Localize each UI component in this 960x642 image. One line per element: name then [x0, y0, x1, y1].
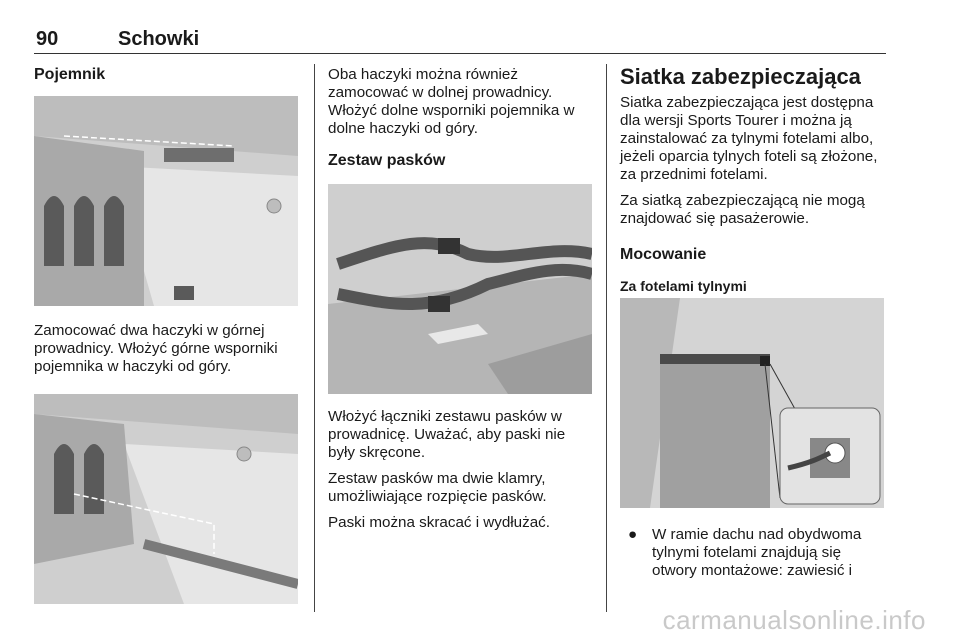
section-title: Schowki [118, 28, 200, 50]
column-divider-2 [606, 64, 607, 612]
safety-net-mount-figure [620, 298, 884, 508]
paragraph-safety-net-passengers: Za siatką zabezpieczającą nie mogą znajdować się pasażerowie. [620, 192, 865, 227]
container-upper-rail-figure [34, 96, 298, 306]
paragraph-lower-rail: Oba haczyki można również zamocować w dolnej prowadnicy. Włożyć dolne wsporniki pojemnika w dolne haczyki od góry. [328, 66, 575, 137]
paragraph-strap-adjust: Paski można skracać i wydłużać. [328, 514, 550, 531]
column-3 [620, 62, 888, 580]
container-lower-rail-figure [34, 394, 298, 604]
column-divider-1 [314, 64, 315, 612]
heading-mounting: Mocowanie [620, 246, 707, 263]
column-1 [34, 62, 300, 604]
strap-set-figure [328, 184, 592, 394]
heading-strap-set: Zestaw pasków [328, 152, 446, 169]
page-header [34, 28, 886, 54]
paragraph-strap-buckles: Zestaw pasków ma dwie klamry, umożliwiające rozpięcie pasków. [328, 470, 547, 505]
page-number: 90 [36, 28, 59, 50]
heading-pojemnik: Pojemnik [34, 66, 106, 83]
bullet-icon: ● [628, 526, 638, 543]
paragraph-safety-net-availability: Siatka zabezpieczająca jest dostępna dla wersji Sports Tourer i można ją zainstalować za tylnymi fotelami albo, jeżeli oparcia tylnych foteli są złożone, za przednimi fotelami. [620, 94, 878, 183]
heading-safety-net: Siatka zabezpieczająca [620, 64, 861, 89]
mounting-steps-list [620, 526, 888, 580]
paragraph-strap-insert: Włożyć łączniki zestawu pasków w prowadnicę. Uważać, aby paski nie były skręcone. [328, 408, 566, 461]
heading-behind-rear-seats: Za fotelami tylnymi [620, 278, 747, 294]
header-rule [34, 53, 886, 54]
paragraph-upper-rail: Zamocować dwa haczyki w górnej prowadnicy. Włożyć górne wsporniki pojemnika w haczyki od góry. [34, 322, 278, 375]
list-item [620, 526, 888, 580]
column-2 [328, 62, 592, 532]
watermark-text: carmanualsonline.info [662, 605, 926, 635]
bullet-text: W ramie dachu nad obydwoma tylnymi fotelami znajdują się otwory montażowe: zawiesić i [652, 526, 862, 579]
